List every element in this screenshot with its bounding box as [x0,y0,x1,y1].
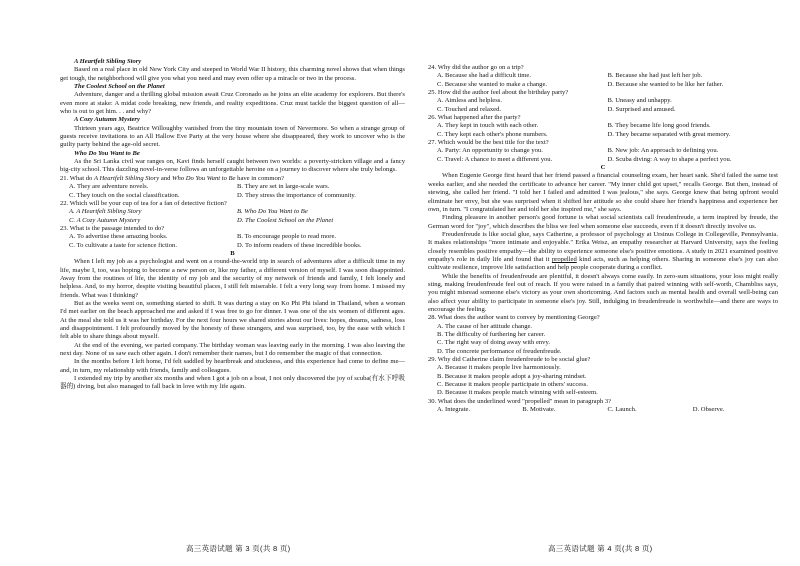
option-d: D. Because it makes people match winning with self-esteem. [437,389,598,397]
section-heading: B [230,249,235,257]
question-stem: 25. How did the author feel about the birthday party? [428,89,569,97]
passage-paragraph: At the end of the evening, we parted company. The birthday woman was leaving early in the morning. I was also leaving the next day. None of us saw each other again. I don't remember their names, but I do remember the magic of that connection. [60,341,405,358]
question-stem: 23. What is the passage intended to do? [60,224,165,232]
option-d: D. The concrete performance of freudenfreude. [437,347,562,355]
question-29 [428,356,778,398]
passage-paragraph: While the benefits of freudenfreude are plentiful, it doesn't always come easily. In zero-sum situations, your loss might really sting, making freudenfreude feel out of reach. If you were raised in a family that paired winning with self-worth, Chambliss says, you might misread someone else's victory as your own shortcoming. And factors such as mental health and overall well-being can also affect your ability to participate in someone else's joy. Still, indulging in freudenfreude is worthwhile—and there are ways to encourage the feeling. [428,272,778,313]
option-b: B. Because she had just left her job. [607,72,703,80]
ad-title: A Heartfelt Sibling Story [74,58,142,65]
option-c: C. A Cozy Autumn Mystery [69,216,141,224]
option-d: D. They became separated with great memory. [607,130,731,138]
option-b: B. They became life long good friends. [607,122,711,130]
page-footer-left: 高三英语试题 第 3 页(共 8 页) [186,544,291,553]
option-d: D. They stress the importance of community. [237,191,356,199]
question-stem: 21. What do A Heartfelt Sibling Story and Who Do You Want to Be have in common? [60,174,285,182]
option-a: A. They kept in touch with each other. [437,122,539,130]
option-b: B. Because it makes people adopt a joy-sharing mindset. [437,372,587,380]
passage-paragraph: When I left my job as a psychologist and went on a round-the-world trip in search of adventures after a difficult time in my life, maybe I, too, was hoping to become a new person or, like my father, a different version of myself. I was soon disappointed. Away from the routines of life, the identity of my job and the security of my network of friends and family, I felt lonely and helpless. And, to my horror, despite visiting beautiful places, I still felt miserable. I felt a very long way from home. I missed my friends. What was I thinking? [60,258,405,299]
option-d: D. Scuba diving: A way to shape a perfect you. [607,155,732,163]
ad-text: As the Sri Lanka civil war ranges on, Kavi finds herself caught between two worlds: a poverty-stricken village and a fancy big-city school. This dazzling novel-in-verse follows an unforgettable heroine on a journey to discover where she truly belongs. [60,158,405,174]
option-c: C. Launch. [607,406,637,414]
ad-2 [60,83,405,116]
option-c: C. They touch on the social classification. [69,191,180,199]
ad-title: The Coolest School on the Planet [74,83,165,91]
option-a: A. Aimless and helpless. [437,97,503,105]
option-c: C. Travel: A chance to meet a different you. [437,155,553,163]
ad-title: A Cozy Autumn Mystery [74,116,140,124]
option-b: B. Motivate. [522,406,556,414]
ad-text: Based on a real place in old New York City and steeped in World War II history, this charming novel shows that when things get tough, the neighborhood will give you what you need and may even offer up a miracle or two in the process. [60,66,405,82]
question-stem: 30. What does the underlined word "propelled" mean in paragraph 3? [428,397,612,405]
passage-paragraph: In the months before I left home, I'd felt saddled by heartbreak and stuckness, and this experience had come to define me—and, in turn, my relationship with friends, family and colleagues. [60,358,405,374]
option-a: A. Because she had a difficult time. [437,72,531,80]
question-25 [428,89,778,114]
option-a: A. Because it makes people live harmoniously. [437,364,561,372]
option-b: B. They are set in large-scale wars. [237,183,330,191]
section-heading: C [600,164,606,172]
left-column [60,58,405,392]
ad-title: Who Do You Want to Be [74,149,140,157]
question-stem: 29. Why did Catherine claim freudenfreude to be social glue? [428,356,591,364]
option-d: D. To inform readers of these incredible books. [237,241,362,249]
question-28 [428,314,778,356]
option-a: A. The cause of her attitude change. [437,322,533,330]
passage-paragraph: I extended my trip by another six months and when I got a job on a boat, I not only discovered the joy of scuba(有水下呼吸器的) diving, but also managed to fall back in love with my life again. [60,375,405,391]
option-c: C. Because she wanted to make a change. [437,80,548,88]
option-d: D. The Coolest School on the Planet [237,216,334,224]
option-a: A. Integrate. [437,406,471,414]
ad-text: Adventure, danger and a thrilling global mission await Cruz Coronado as he joins an elite academy for explorers. But there's even more at stake: A midat code breaking, new friends, and reality expeditions. Cruz must tackle the biggest question of all—who is out to get him. . . and why? [60,91,405,116]
passage-paragraph: Finding pleasure in another person's good fortune is what social scientists call freudenfreude, a term inspired by freude, the German word for "joy", which describes the bliss we feel when someone else succeeds, even if it doesn't directly involve us. [428,214,778,230]
ad-text: Thirteen years ago, Beatrice Willoughby vanished from the tiny mountain town of Nevermore. So when a strange group of guests receive invitations to an All Hallow Eve Party at the very house where she disappeared, they work to uncover who is the guilty party behind the age-old secret. [60,124,405,149]
question-30 [428,398,778,415]
option-d: D. Because she wanted to be like her father. [607,80,724,88]
question-stem: 27. Which would be the best title for the text? [428,139,549,147]
option-b: B. New job: An approach to defining you. [607,147,719,155]
question-27 [428,139,778,164]
question-26 [428,114,778,139]
option-c: C. The right way of doing away with envy. [437,339,550,347]
option-c: C. Touched and relaxed. [437,105,502,113]
ad-1 [60,58,405,83]
passage-paragraph: Freudenfreude is like social glue, says Catherine, a professor of psychology at Ursinus College in Collegeville, Pennsylvania. It makes relationships "more intimate and enjoyable." Erika Weisz, an empathy researcher at Harvard University, says the feeling closely resembles positive empathy—the ability to experience someone else's positive emotions. A study in 2021 examined positive empathy's role in daily life and found that it propelled kind acts, such as helping others. Sharing in someone else's joy can also cultivate resilience, improve life satisfaction and help people cooperate during a conflict. [428,230,778,272]
right-column [428,64,778,414]
option-c: C. Because it makes people participate in others' success. [437,381,588,389]
option-c: C. They kept each other's phone numbers. [437,130,548,138]
option-b: B. Who Do You Want to Be [237,208,308,216]
question-23 [60,225,405,250]
option-b: B. Uneasy and unhappy. [607,97,672,105]
option-b: B. To encourage people to read more. [237,233,337,241]
passage-paragraph: But as the weeks went on, something started to shift. It was during a stay on Ko Phi Phi island in Thailand, when a woman I'd met earlier on the beach approached me and asked if I was free to go for dinner. I was one of the six women of different ages. At the meal she told us it was her birthday. For the next four hours we shared stories about our lives: hopes, dreams, sadness, loss and disappointment. I felt profoundly moved by the honesty of these strangers, and was surprised, too, by the ease with which I felt able to share things about myself. [60,299,405,341]
question-stem: 26. What happened after the party? [428,114,521,122]
option-a: A. Party: An opportunity to change you. [437,147,543,155]
question-stem: 22. Which will be your cup of tea for a fan of detective fiction? [60,199,227,207]
question-stem: 28. What does the author want to convey by mentioning George? [428,314,600,322]
underlined-word: propelled [551,255,577,263]
ad-4 [60,150,405,175]
option-a: A. To advertise these amazing books. [69,233,168,241]
question-24 [428,64,778,89]
option-c: C. To cultivate a taste for science fiction. [69,241,177,249]
option-a: A. A Heartfelt Sibling Story [69,208,142,216]
option-b: B. The difficulty of furthering her career. [437,331,546,338]
passage-paragraph: When Eugenie George first heard that her friend passed a financial counseling exam, her heart sank. She'd failed the same test weeks earlier, and she needed the certificate to advance her career. "My inner child got upset," recalls George. But then, instead of stewing, she called her friend. "I told her I failed and admitted I was jealous," she says. George knew that being upfront would eliminate her envy, but she was surprised when it shifted her attitude so she could share her friend's happiness and experience her own, in turn. "I congratulated her and told her she inspired me," she says. [428,172,778,213]
page-footer-right: 高三英语试题 第 4 页(共 8 页) [548,544,653,553]
option-d: D. Observe. [692,406,725,414]
question-22 [60,200,405,225]
question-stem: 24. Why did the author go on a trip? [428,64,524,71]
ad-3 [60,116,405,149]
question-21 [60,175,405,200]
option-a: A. They are adventure novels. [69,183,149,191]
option-d: D. Surprised and amused. [607,105,676,113]
